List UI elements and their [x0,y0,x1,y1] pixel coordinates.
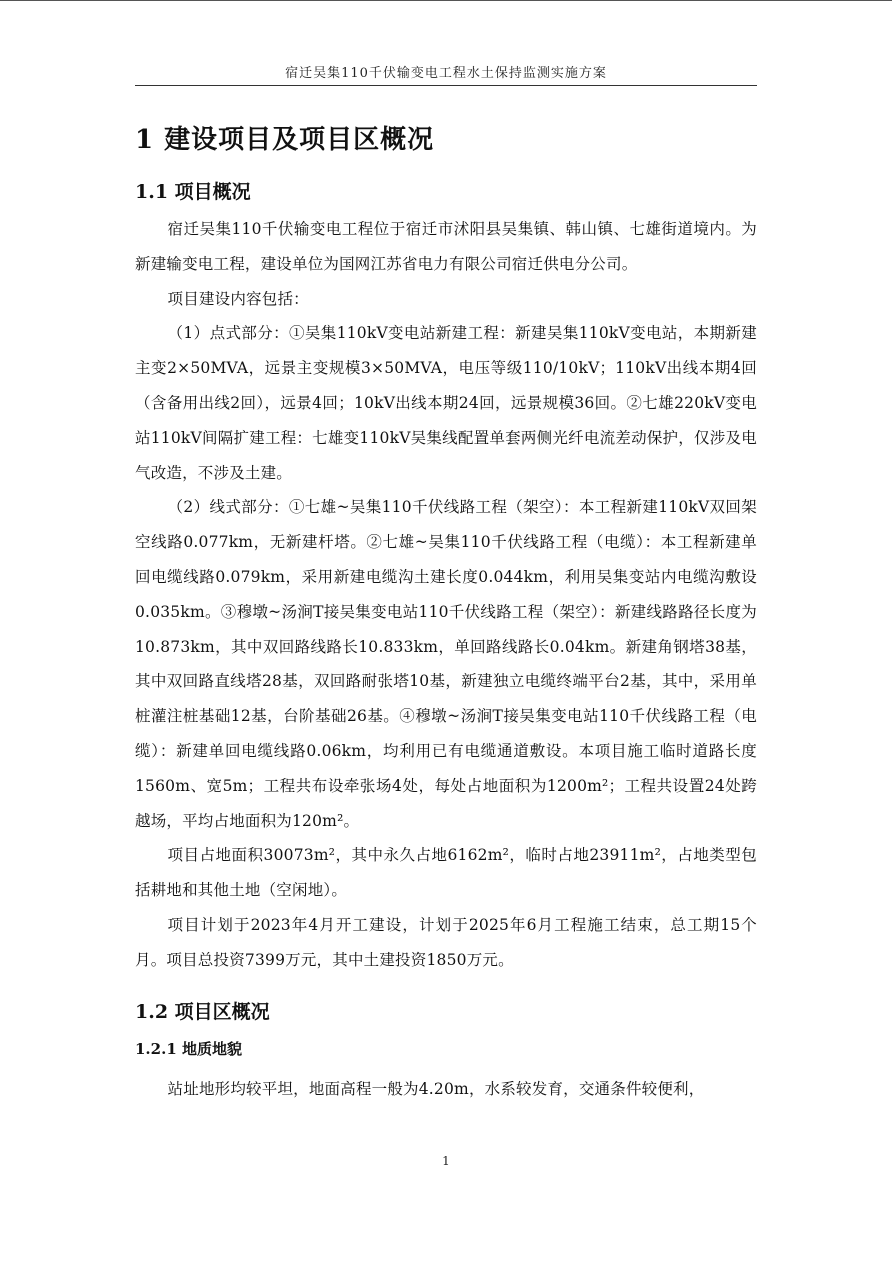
section-title-project-overview: 1.1 项目概况 [135,181,251,203]
subsection-title-geology: 1.2.1 地质地貌 [135,1039,242,1058]
paragraph-land-area: 项目占地面积30073m²，其中永久占地6162m²，临时占地23911m²，占地类型包括耕地和其他土地（空闲地）。 [135,846,757,900]
paragraph-contents-intro: 项目建设内容包括： [167,289,309,308]
document-body [135,118,757,1106]
paragraph-location: 宿迁吴集110千伏输变电工程位于宿迁市沭阳县吴集镇、韩山镇、七雄街道境内。为新建输变电工程，建设单位为国网江苏省电力有限公司宿迁供电分公司。 [135,220,757,273]
paragraph-point-works: （1）点式部分：①吴集110kV变电站新建工程：新建吴集110kV变电站，本期新建主变2×50MVA，远景主变规模3×50MVA，电压等级110/10kV；110kV出线本期4回（含备用出线2回），远景4回；10kV出线本期24回，远景规模36回。②七雄220kV变电站110kV间隔扩建工程：七雄变110kV吴集线配置单套两侧光纤电流差动保护，仅涉及电气改造，不涉及土建。 [135,324,757,482]
running-header: 宿迁吴集110千伏输变电工程水土保持监测实施方案 [285,66,607,81]
paragraph-line-works: （2）线式部分：①七雄~吴集110千伏线路工程（架空）：本工程新建110kV双回架空线路0.077km，无新建杆塔。②七雄~吴集110千伏线路工程（电缆）：本工程新建单回电缆线路0.079km，采用新建电缆沟土建长度0.044km，利用吴集变站内电缆沟敷设0.035km。③穆墩~汤涧T接吴集变电站110千伏线路工程（架空）：新建线路路径长度为10.873km，其中双回路线路长10.833km，单回路线路长0.04km。新建角钢塔38基，其中双回路直线塔28基，双回路耐张塔10基，新建独立电缆终端平台2基，其中，采用单桩灌注桩基础12基，台阶基础26基。④穆墩~汤涧T接吴集变电站110千伏线路工程（电缆）：新建单回电缆线路0.06km，均利用已有电缆通道敷设。本项目施工临时道路长度1560m、宽5m；工程共布设牵张场4处，每处占地面积为1200m²；工程共设置24处跨越场，平均占地面积为120m²。 [135,498,757,830]
paragraph-schedule-investment: 项目计划于2023年4月开工建设，计划于2025年6月工程施工结束，总工期15个月。项目总投资7399万元，其中土建投资1850万元。 [135,915,757,969]
header-rule [135,85,757,86]
page-number: 1 [442,1154,450,1168]
page-top-border [0,0,892,1]
paragraph-site-terrain: 站址地形均较平坦，地面高程一般为4.20m，水系较发育，交通条件较便利， [167,1079,705,1098]
chapter-title: 1 建设项目及项目区概况 [135,125,435,155]
section-title-project-area: 1.2 项目区概况 [135,1000,270,1023]
